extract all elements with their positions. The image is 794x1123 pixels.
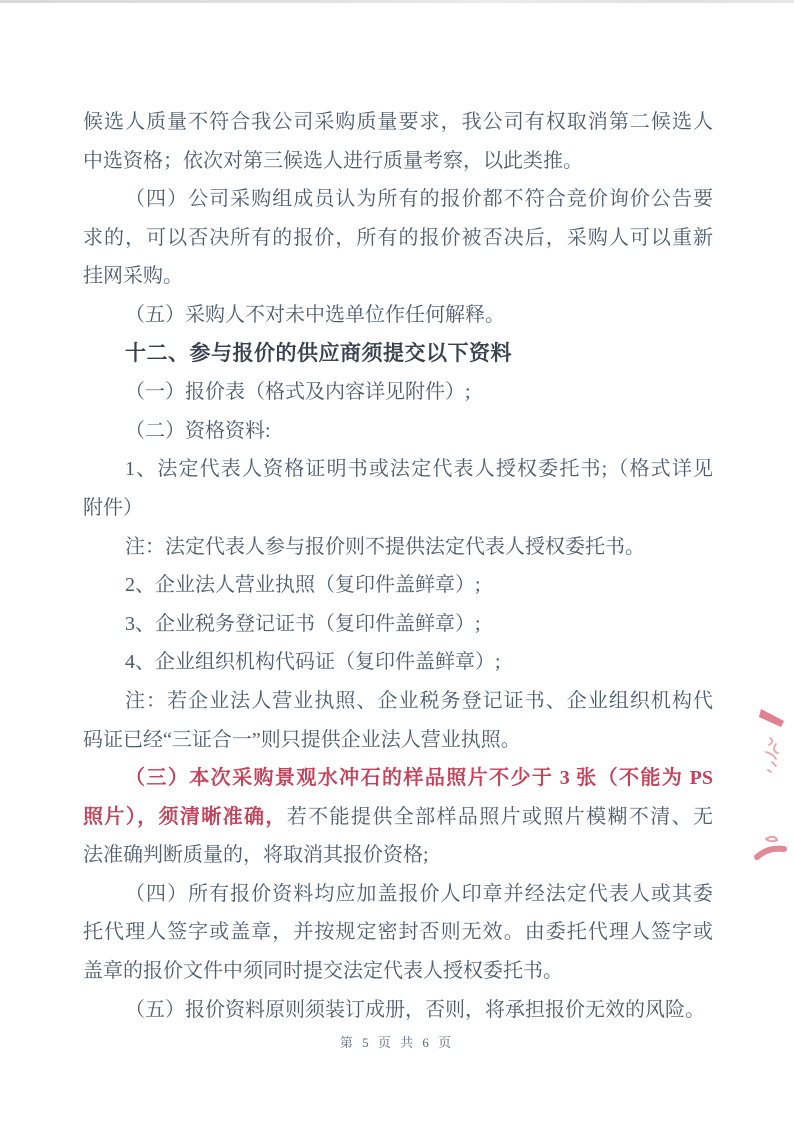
red-seal-fragment [748, 700, 794, 870]
text-line [83, 566, 713, 605]
body-text: （五）采购人不对未中选单位作任何解释。 [125, 303, 505, 326]
text-line [83, 721, 713, 760]
text-line [83, 296, 713, 335]
body-text: （四）所有报价资料均应加盖报价人印章并经法定代表人或其委 [125, 882, 713, 905]
seal-scribble [766, 738, 778, 772]
body-text: 注：若企业法人营业执照、企业税务登记证书、企业组织机构代 [125, 689, 713, 712]
page-footer: 第 5 页 共 6 页 [339, 1035, 455, 1050]
body-text: （一）报价表（格式及内容详见附件）; [125, 381, 471, 404]
text-line [83, 991, 713, 1030]
body-text: 求的，可以否决所有的报价，所有的报价被否决后，采购人可以重新 [83, 226, 713, 249]
body-text: 法准确判断质量的，将取消其报价资格; [83, 844, 429, 867]
seal-stroke [759, 709, 784, 727]
text-line [83, 952, 713, 991]
body-text: 挂网采购。 [83, 265, 183, 288]
body-text: （五）报价资料原则须装订成册，否则，将承担报价无效的风险。 [125, 998, 705, 1021]
text-line [83, 450, 713, 489]
red-bold-text: （三）本次采购景观水冲石的样品照片不少于 3 张（不能为 PS [125, 767, 713, 790]
document-body [83, 103, 713, 1029]
text-line [83, 605, 713, 644]
section-heading [83, 335, 713, 374]
body-text: 3、企业税务登记证书（复印件盖鲜章）; [125, 612, 481, 635]
body-text: 托代理人签字或盖章，并按规定密封否则无效。由委托代理人签字或 [83, 921, 713, 944]
text-line [83, 682, 713, 721]
body-text: 附件） [83, 496, 143, 519]
body-text: 1、法定代表人资格证明书或法定代表人授权委托书;（格式详见 [125, 458, 713, 481]
body-text: 码证已经“三证合一”则只提供企业法人营业执照。 [83, 728, 521, 751]
body-text: 若不能提供全部样品照片或照片模糊不清、无 [286, 805, 714, 828]
text-line [83, 142, 713, 181]
body-text: （二）资格资料: [125, 419, 271, 442]
text-line [83, 836, 713, 875]
text-line [83, 528, 713, 567]
text-line [83, 798, 713, 837]
text-line [83, 412, 713, 451]
body-text: 注：法定代表人参与报价则不提供法定代表人授权委托书。 [125, 535, 645, 558]
text-line [83, 875, 713, 914]
body-text: 盖章的报价文件中须同时提交法定代表人授权委托书。 [83, 960, 563, 983]
text-line [83, 257, 713, 296]
body-text: 4、企业组织机构代码证（复印件盖鲜章）; [125, 651, 501, 674]
text-line [83, 489, 713, 528]
text-line [83, 913, 713, 952]
text-line [83, 759, 713, 798]
text-line [83, 180, 713, 219]
text-line [83, 219, 713, 258]
red-bold-text: 照片），须清晰准确， [83, 805, 287, 828]
text-line [83, 373, 713, 412]
body-text: （四）公司采购组成员认为所有的报价都不符合竞价询价公告要 [125, 188, 713, 211]
text-line [83, 103, 713, 142]
body-text: 2、企业法人营业执照（复印件盖鲜章）; [125, 574, 481, 597]
body-text: 中选资格；依次对第三候选人进行质量考察，以此类推。 [83, 149, 583, 172]
heading-text: 十二、参与报价的供应商须提交以下资料 [125, 341, 512, 365]
text-line [83, 643, 713, 682]
scan-artifact-top [0, 0, 794, 3]
seal-swoosh [757, 837, 784, 857]
body-text: 候选人质量不符合我公司采购质量要求，我公司有权取消第二候选人 [83, 111, 713, 133]
